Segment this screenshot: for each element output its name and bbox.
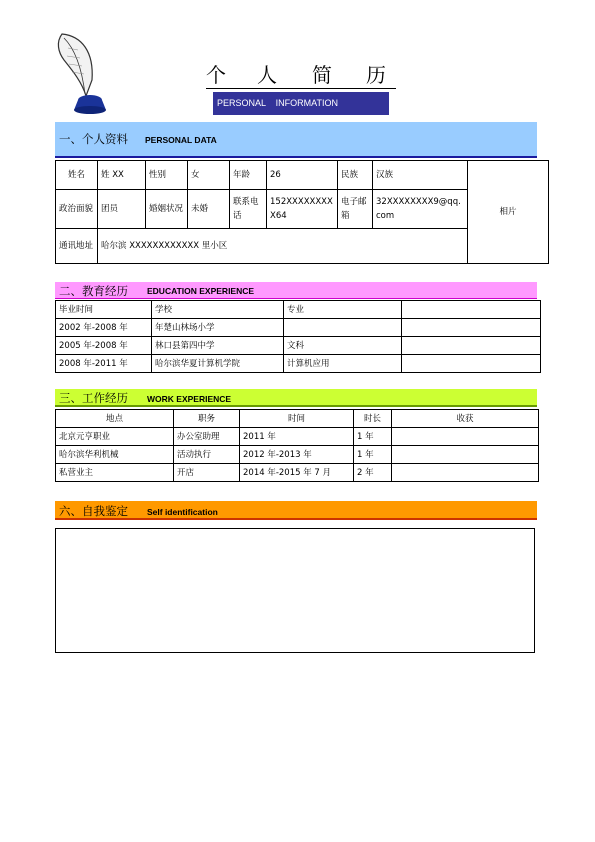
header-cell: 职务 <box>174 410 240 428</box>
section-title-en: WORK EXPERIENCE <box>147 394 232 404</box>
title-char: 人 <box>257 63 277 87</box>
title-underline <box>206 88 396 89</box>
cell: 计算机应用 <box>284 355 402 373</box>
header-cell: 地点 <box>56 410 174 428</box>
cell: 文科 <box>284 337 402 355</box>
section-title-cn: 二、教育经历 <box>59 284 128 298</box>
cell: 1 年 <box>354 446 392 464</box>
section-title-en: PERSONAL DATA <box>145 135 217 145</box>
value-address: 哈尔滨 XXXXXXXXXXXX 里小区 <box>98 229 468 264</box>
table-header-row <box>56 301 541 319</box>
label-politics: 政治面貌 <box>56 190 98 229</box>
value-ethnicity: 汉族 <box>373 161 468 190</box>
header-cell: 专业 <box>284 301 402 319</box>
label-ethnicity: 民族 <box>338 161 373 190</box>
label-marital: 婚姻状况 <box>146 190 188 229</box>
cell <box>392 446 539 464</box>
table-row <box>56 446 539 464</box>
education-table <box>55 300 541 373</box>
cell: 2014 年-2015 年 7 月 <box>240 464 354 482</box>
table-row <box>56 319 541 337</box>
cell: 开店 <box>174 464 240 482</box>
section-header-self <box>55 501 537 520</box>
section-title-en: EDUCATION EXPERIENCE <box>147 286 255 296</box>
value-email: 32XXXXXXXX9@qq.com <box>373 190 468 229</box>
label-address: 通讯地址 <box>56 229 98 264</box>
cell: 2012 年-2013 年 <box>240 446 354 464</box>
cell: 北京元亨职业 <box>56 428 174 446</box>
header-cell: 学校 <box>152 301 284 319</box>
value-name: 姓 XX <box>98 161 146 190</box>
cell: 办公室助理 <box>174 428 240 446</box>
label-gender: 性别 <box>146 161 188 190</box>
header-cell: 毕业时间 <box>56 301 152 319</box>
table-row <box>56 428 539 446</box>
title-char: 简 <box>312 63 332 87</box>
cell: 林口县第四中学 <box>152 337 284 355</box>
label-email: 电子邮箱 <box>338 190 373 229</box>
table-row <box>56 337 541 355</box>
cell: 2002 年-2008 年 <box>56 319 152 337</box>
table-row <box>56 464 539 482</box>
quill-logo-icon <box>52 30 108 116</box>
header-cell <box>402 301 541 319</box>
work-table <box>55 409 539 482</box>
value-politics: 团员 <box>98 190 146 229</box>
cell: 2005 年-2008 年 <box>56 337 152 355</box>
cell <box>392 428 539 446</box>
title-char: 个 <box>206 63 226 87</box>
cell: 哈尔滨华利机械 <box>56 446 174 464</box>
section-title-en: Self identification <box>147 507 218 517</box>
section-header-education <box>55 282 537 299</box>
value-phone: 152XXXXXXXXX64 <box>267 190 338 229</box>
section-title-cn: 六、自我鉴定 <box>59 504 128 518</box>
cell: 年楚山林场小学 <box>152 319 284 337</box>
section-title-cn: 一、个人资料 <box>59 132 128 146</box>
value-age: 26 <box>267 161 338 190</box>
personal-info-table <box>55 160 549 264</box>
subtitle-banner: PERSONAL INFORMATION <box>213 92 389 115</box>
cell <box>392 464 539 482</box>
cell <box>402 355 541 373</box>
cell: 2008 年-2011 年 <box>56 355 152 373</box>
value-gender: 女 <box>188 161 230 190</box>
header-cell: 时长 <box>354 410 392 428</box>
cell: 活动执行 <box>174 446 240 464</box>
cell <box>402 337 541 355</box>
table-header-row <box>56 410 539 428</box>
section-header-work <box>55 389 537 407</box>
title-char: 历 <box>366 63 386 87</box>
resume-title <box>206 62 396 90</box>
header-cell: 时间 <box>240 410 354 428</box>
label-name: 姓名 <box>56 161 98 190</box>
self-identification-box <box>55 528 535 653</box>
cell: 2 年 <box>354 464 392 482</box>
header-cell: 收获 <box>392 410 539 428</box>
cell: 哈尔滨华夏计算机学院 <box>152 355 284 373</box>
table-row <box>56 355 541 373</box>
section-header-personal <box>55 122 537 158</box>
cell: 1 年 <box>354 428 392 446</box>
cell: 2011 年 <box>240 428 354 446</box>
section-title-cn: 三、工作经历 <box>59 391 128 405</box>
cell <box>402 319 541 337</box>
label-age: 年龄 <box>230 161 267 190</box>
value-marital: 未婚 <box>188 190 230 229</box>
label-phone: 联系电话 <box>230 190 267 229</box>
cell <box>284 319 402 337</box>
photo-cell: 相片 <box>468 161 549 264</box>
cell: 私营业主 <box>56 464 174 482</box>
